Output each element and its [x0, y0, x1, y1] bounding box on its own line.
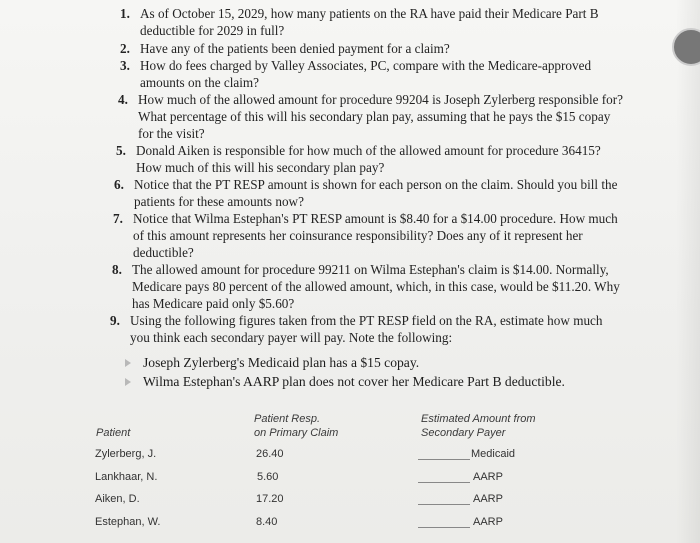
secondary-payer: Medicaid — [471, 448, 516, 460]
patient-resp-amount: 26.40 — [256, 448, 284, 460]
question-text: Donald Aiken is responsible for how much of the allowed amount for procedure 36415? How much of this will his secondary plan pay? — [136, 143, 601, 175]
estimate-blank[interactable] — [418, 482, 470, 483]
bullet-arrow-icon — [125, 378, 131, 386]
question-text: How much of the allowed amount for procedure 99204 is Joseph Zylerberg responsible for? What percentage of this will his secondary plan pay, assuming that he pays the $15 copay for the visit? — [138, 92, 624, 141]
patient-resp-amount: 17.20 — [256, 493, 284, 505]
column-header-resp-line2: on Primary Claim — [254, 427, 339, 439]
question-text: Using the following figures taken from the PT RESP field on the RA, estimate how much you think each secondary payer will pay. Note the following: — [130, 313, 603, 345]
patient-name: Aiken, D. — [95, 493, 140, 505]
question-number: 1. — [120, 6, 130, 21]
question-number: 7. — [113, 211, 123, 226]
patient-resp-amount: 8.40 — [256, 516, 278, 528]
estimate-blank[interactable] — [418, 527, 470, 528]
patient-name: Zylerberg, J. — [95, 448, 157, 460]
question-text: Notice that Wilma Estephan's PT RESP amount is $8.40 for a $14.00 procedure. How much of this amount represents her coinsurance responsibility? Does any of it represent her deductible? — [133, 211, 618, 260]
column-header-resp-line1: Patient Resp. — [254, 413, 321, 425]
question-text: How do fees charged by Valley Associates, PC, compare with the Medicare-approved amounts on the claim? — [140, 58, 592, 90]
question-number: 2. — [120, 41, 130, 56]
patient-resp-amount: 5.60 — [257, 471, 279, 483]
question-text: Have any of the patients been denied payment for a claim? — [140, 41, 450, 56]
bullet-arrow-icon — [125, 359, 131, 367]
bullet-note-2 — [125, 373, 615, 391]
page-edge-shadow — [676, 0, 700, 543]
patient-name: Lankhaar, N. — [95, 471, 158, 483]
patient-name: Estephan, W. — [95, 516, 161, 528]
question-number: 9. — [110, 313, 120, 328]
estimate-blank[interactable] — [418, 504, 470, 505]
question-number: 4. — [118, 92, 128, 107]
question-text: The allowed amount for procedure 99211 on Wilma Estephan's claim is $14.00. Normally, Medicare pays 80 percent of the allowed amount, which, in this case, would be $11.20. Why has Medicare paid only $5.60? — [132, 262, 620, 311]
column-header-estimate-line1: Estimated Amount from — [421, 413, 536, 425]
question-number: 6. — [114, 177, 124, 192]
secondary-payer: AARP — [473, 493, 503, 505]
question-number: 3. — [120, 58, 130, 73]
question-text: As of October 15, 2029, how many patients on the RA have paid their Medicare Part B deductible for 2029 in full? — [140, 6, 599, 38]
bullet-text: Joseph Zylerberg's Medicaid plan has a $15 copay. — [143, 355, 420, 370]
question-number: 8. — [112, 262, 122, 277]
estimate-blank[interactable] — [418, 459, 470, 460]
secondary-payer: AARP — [473, 516, 503, 528]
bullet-note-1 — [125, 354, 605, 372]
question-text: Notice that the PT RESP amount is shown for each person on the claim. Should you bill the patients for these amounts now? — [134, 177, 618, 209]
bullet-text: Wilma Estephan's AARP plan does not cover her Medicare Part B deductible. — [143, 374, 565, 389]
column-header-patient: Patient — [96, 427, 131, 439]
secondary-payer: AARP — [473, 471, 503, 483]
question-number: 5. — [116, 143, 126, 158]
column-header-estimate-line2: Secondary Payer — [421, 427, 506, 439]
